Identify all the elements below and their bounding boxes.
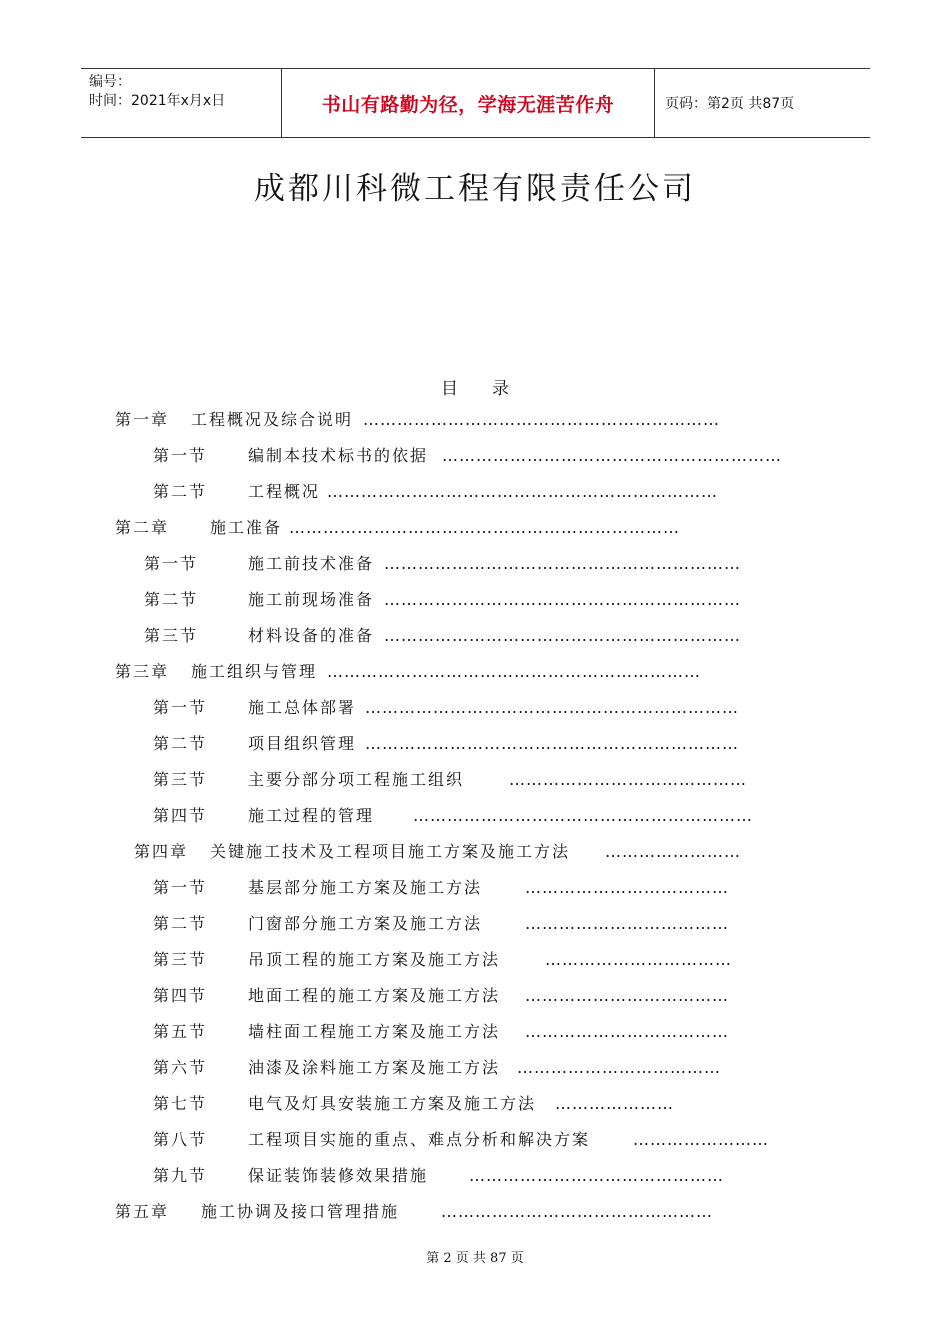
toc-entry-number: 第二章 xyxy=(115,518,170,537)
toc-entry-number: 第二节 xyxy=(153,734,208,753)
toc-entry-number: 第九节 xyxy=(153,1166,208,1185)
toc-entry-dots: …………………………………………………………… xyxy=(327,482,718,501)
toc-entry-text: 工程项目实施的重点、难点分析和解决方案 xyxy=(248,1130,591,1149)
toc-title-char-2: 录 xyxy=(492,379,509,399)
toc-entry-16[interactable] xyxy=(153,949,732,971)
toc-entry-text: 材料设备的准备 xyxy=(248,626,375,645)
toc-entry-dots: …………………………………………………… xyxy=(442,446,782,465)
toc-entry-text: 主要分部分项工程施工组织 xyxy=(248,770,465,789)
toc-entry-text: 施工过程的管理 xyxy=(248,806,375,825)
toc-entry-text: 施工组织与管理 xyxy=(191,662,318,681)
toc-entry-14[interactable] xyxy=(153,877,729,899)
toc-entry-22[interactable] xyxy=(153,1165,724,1187)
toc-entry-17[interactable] xyxy=(153,985,729,1007)
toc-entry-dots: ……………………………………………………… xyxy=(384,554,741,573)
page-footer: 第 2 页 共 87 页 xyxy=(426,1251,524,1266)
toc-entry-text: 工程概况及综合说明 xyxy=(191,410,354,429)
toc-entry-4[interactable] xyxy=(115,517,680,539)
toc-entry-8[interactable] xyxy=(115,661,701,683)
toc-title xyxy=(0,374,950,399)
toc-entry-dots: ……………………………… xyxy=(525,878,729,897)
toc-entry-number: 第三章 xyxy=(115,662,170,681)
toc-entry-number: 第七节 xyxy=(153,1094,208,1113)
header-motto-cell xyxy=(282,69,655,137)
toc-entry-number: 第六节 xyxy=(153,1058,208,1077)
toc-entry-number: 第二节 xyxy=(153,914,208,933)
header-table xyxy=(81,68,870,138)
toc-entry-text: 保证装饰装修效果措施 xyxy=(248,1166,429,1185)
toc-entry-number: 第三节 xyxy=(153,770,208,789)
toc-entry-number: 第一节 xyxy=(153,446,208,465)
toc-entry-11[interactable] xyxy=(153,769,747,791)
toc-entry-dots: …………………………… xyxy=(545,950,732,969)
toc-entry-number: 第一章 xyxy=(115,410,170,429)
toc-entry-text: 施工协调及接口管理措施 xyxy=(201,1202,400,1221)
toc-entry-text: 吊顶工程的施工方案及施工方法 xyxy=(248,950,501,969)
toc-entry-text: 门窗部分施工方案及施工方法 xyxy=(248,914,483,933)
toc-entry-5[interactable] xyxy=(144,553,741,575)
document-number-label: 编号： xyxy=(89,74,131,90)
toc-entry-dots: ………………………………………… xyxy=(441,1202,713,1221)
toc-entry-number: 第一节 xyxy=(153,878,208,897)
toc-entry-10[interactable] xyxy=(153,733,739,755)
toc-entry-text: 油漆及涂料施工方案及施工方法 xyxy=(248,1058,501,1077)
toc-entry-text: 施工总体部署 xyxy=(248,698,357,717)
toc-entry-number: 第三节 xyxy=(153,950,208,969)
toc-entry-dots: ………………………………………………………… xyxy=(327,662,701,681)
toc-entry-number: 第五章 xyxy=(115,1202,170,1221)
toc-entry-number: 第二节 xyxy=(153,482,208,501)
toc-entry-dots: …………………………………………………………… xyxy=(289,518,680,537)
toc-entry-1[interactable] xyxy=(115,409,720,431)
toc-entry-dots: ……………………………………… xyxy=(469,1166,724,1185)
toc-entry-text: 施工准备 xyxy=(210,518,283,537)
toc-entry-text: 施工前现场准备 xyxy=(248,590,375,609)
toc-entry-dots: …………………………………………………… xyxy=(413,806,753,825)
toc-entry-dots: ……………………………………………………… xyxy=(363,410,720,429)
toc-entry-dots: ………………… xyxy=(555,1094,674,1113)
toc-entry-dots: ……………………………… xyxy=(525,914,729,933)
toc-entry-3[interactable] xyxy=(153,481,718,503)
header-motto: 书山有路勤为径，学海无涯苦作舟 xyxy=(321,93,615,116)
toc-entry-number: 第三节 xyxy=(144,626,199,645)
toc-entry-20[interactable] xyxy=(153,1093,674,1115)
toc-entry-text: 地面工程的施工方案及施工方法 xyxy=(248,986,501,1005)
toc-entry-9[interactable] xyxy=(153,697,739,719)
toc-entry-number: 第一节 xyxy=(144,554,199,573)
toc-entry-7[interactable] xyxy=(144,625,741,647)
toc-entry-text: 项目组织管理 xyxy=(248,734,357,753)
toc-entry-text: 电气及灯具安装施工方案及施工方法 xyxy=(248,1094,537,1113)
toc-entry-text: 编制本技术标书的依据 xyxy=(248,446,429,465)
toc-entry-number: 第五节 xyxy=(153,1022,208,1041)
toc-entry-dots: ………………………………………………………… xyxy=(365,734,739,753)
toc-entry-dots: …………………… xyxy=(605,842,741,861)
toc-entry-dots: …………………………………… xyxy=(509,770,747,789)
document-time-label: 时间：2021年x月x日 xyxy=(89,93,226,109)
toc-entry-dots: ……………………………………………………… xyxy=(384,590,741,609)
toc-entry-18[interactable] xyxy=(153,1021,729,1043)
toc-entry-number: 第八节 xyxy=(153,1130,208,1149)
toc-entry-dots: ……………………………… xyxy=(525,986,729,1005)
toc-entry-23[interactable] xyxy=(115,1201,713,1223)
toc-entry-dots: ………………………………………………………… xyxy=(365,698,739,717)
toc-entry-dots: ……………………………… xyxy=(525,1022,729,1041)
header-page-label: 页码：第2页 共87页 xyxy=(665,96,795,112)
toc-entry-number: 第四节 xyxy=(153,986,208,1005)
toc-entry-dots: ……………………………… xyxy=(517,1058,721,1077)
toc-entry-12[interactable] xyxy=(153,805,753,827)
toc-entry-text: 关键施工技术及工程项目施工方案及施工方法 xyxy=(210,842,571,861)
toc-entry-19[interactable] xyxy=(153,1057,721,1079)
toc-entry-text: 施工前技术准备 xyxy=(248,554,375,573)
toc-entry-21[interactable] xyxy=(153,1129,769,1151)
toc-entry-dots: …………………… xyxy=(633,1130,769,1149)
toc-entry-text: 墙柱面工程施工方案及施工方法 xyxy=(248,1022,501,1041)
company-title: 成都川科微工程有限责任公司 xyxy=(254,171,696,207)
toc-entry-dots: ……………………………………………………… xyxy=(384,626,741,645)
toc-entry-6[interactable] xyxy=(144,589,741,611)
toc-entry-text: 基层部分施工方案及施工方法 xyxy=(248,878,483,897)
header-meta xyxy=(81,69,282,137)
toc-entry-number: 第四节 xyxy=(153,806,208,825)
toc-entry-number: 第四章 xyxy=(134,842,189,861)
toc-entry-text: 工程概况 xyxy=(248,482,321,501)
header-page-cell xyxy=(655,69,870,137)
toc-entry-number: 第二节 xyxy=(144,590,199,609)
toc-entry-15[interactable] xyxy=(153,913,729,935)
toc-entry-13[interactable] xyxy=(134,841,741,863)
toc-entry-number: 第一节 xyxy=(153,698,208,717)
toc-title-char-1: 目 xyxy=(441,379,458,399)
toc-entry-2[interactable] xyxy=(153,445,782,467)
